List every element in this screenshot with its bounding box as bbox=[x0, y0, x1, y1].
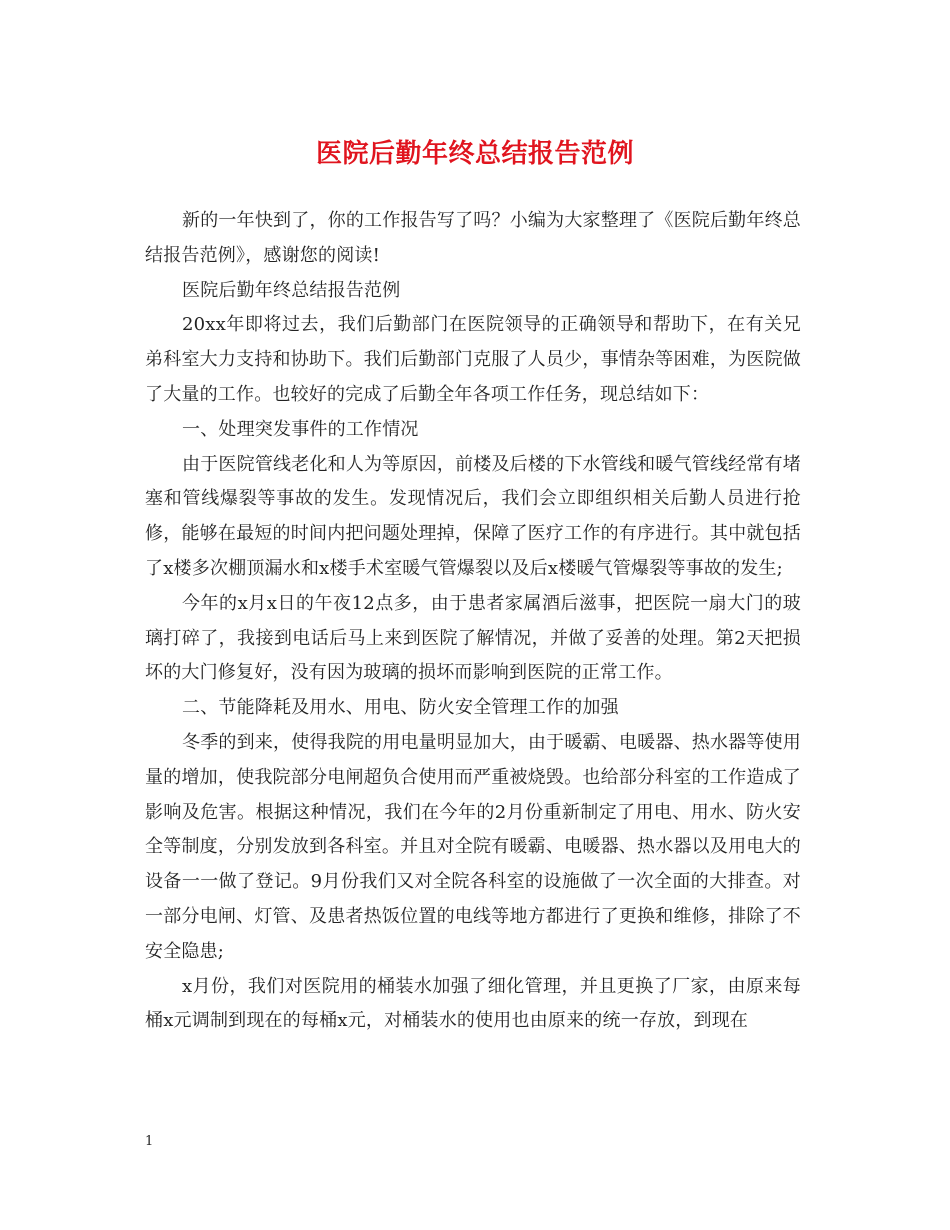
paragraph-overview: 20xx年即将过去，我们后勤部门在医院领导的正确领导和帮助下，在有关兄弟科室大力支持和协助下。我们后勤部门克服了人员少，事情杂等困难，为医院做了大量的工作。也较好的完成了后勤全年各项工作任务，现总结如下： bbox=[145, 314, 801, 405]
paragraph-subtitle: 医院后勤年终总结报告范例 bbox=[182, 279, 401, 301]
page-title: 医院后勤年终总结报告范例 bbox=[315, 139, 634, 169]
section-heading-2: 二、节能降耗及用水、用电、防火安全管理工作的加强 bbox=[182, 697, 619, 719]
paragraph-intro: 新的一年快到了，你的工作报告写了吗？小编为大家整理了《医院后勤年终总结报告范例》，感谢您的阅读! bbox=[145, 210, 801, 266]
paragraph-energy: 冬季的到来，使得我院的用电量明显加大，由于暖霸、电暖器、热水器等使用量的增加，使我院部分电闸超负合使用而严重被烧毁。也给部分科室的工作造成了影响及危害。根据这种情况，我们在今年的2月份重新制定了用电、用水、防火安全等制度，分别发放到各科室。并且对全院有暖霸、电暖器、热水器以及用电大的设备一一做了登记。9月份我们又对全院各科室的设施做了一次全面的大排查。对一部分电闸、灯管、及患者热饭位置的电线等地方都进行了更换和维修，排除了不安全隐患; bbox=[145, 731, 801, 962]
paragraph-emergency: 由于医院管线老化和人为等原因，前楼及后楼的下水管线和暖气管线经常有堵塞和管线爆裂等事故的发生。发现情况后，我们会立即组织相关后勤人员进行抢修，能够在最短的时间内把问题处理掉，保障了医疗工作的有序进行。其中就包括了x楼多次棚顶漏水和x楼手术室暖气管爆裂以及后x楼暖气管爆裂等事故的发生; bbox=[145, 453, 801, 579]
section-heading-1: 一、处理突发事件的工作情况 bbox=[182, 418, 419, 440]
document-body bbox=[145, 204, 801, 1039]
paragraph-water: x月份，我们对医院用的桶装水加强了细化管理，并且更换了厂家，由原来每桶x元调制到现在的每桶x元，对桶装水的使用也由原来的统一存放，到现在 bbox=[145, 975, 801, 1032]
paragraph-incident: 今年的x月x日的午夜12点多，由于患者家属酒后滋事，把医院一扇大门的玻璃打碎了，我接到电话后马上来到医院了解情况，并做了妥善的处理。第2天把损坏的大门修复好，没有因为玻璃的损坏而影响到医院的正常工作。 bbox=[145, 592, 801, 684]
page-number: 1 bbox=[145, 1134, 154, 1149]
